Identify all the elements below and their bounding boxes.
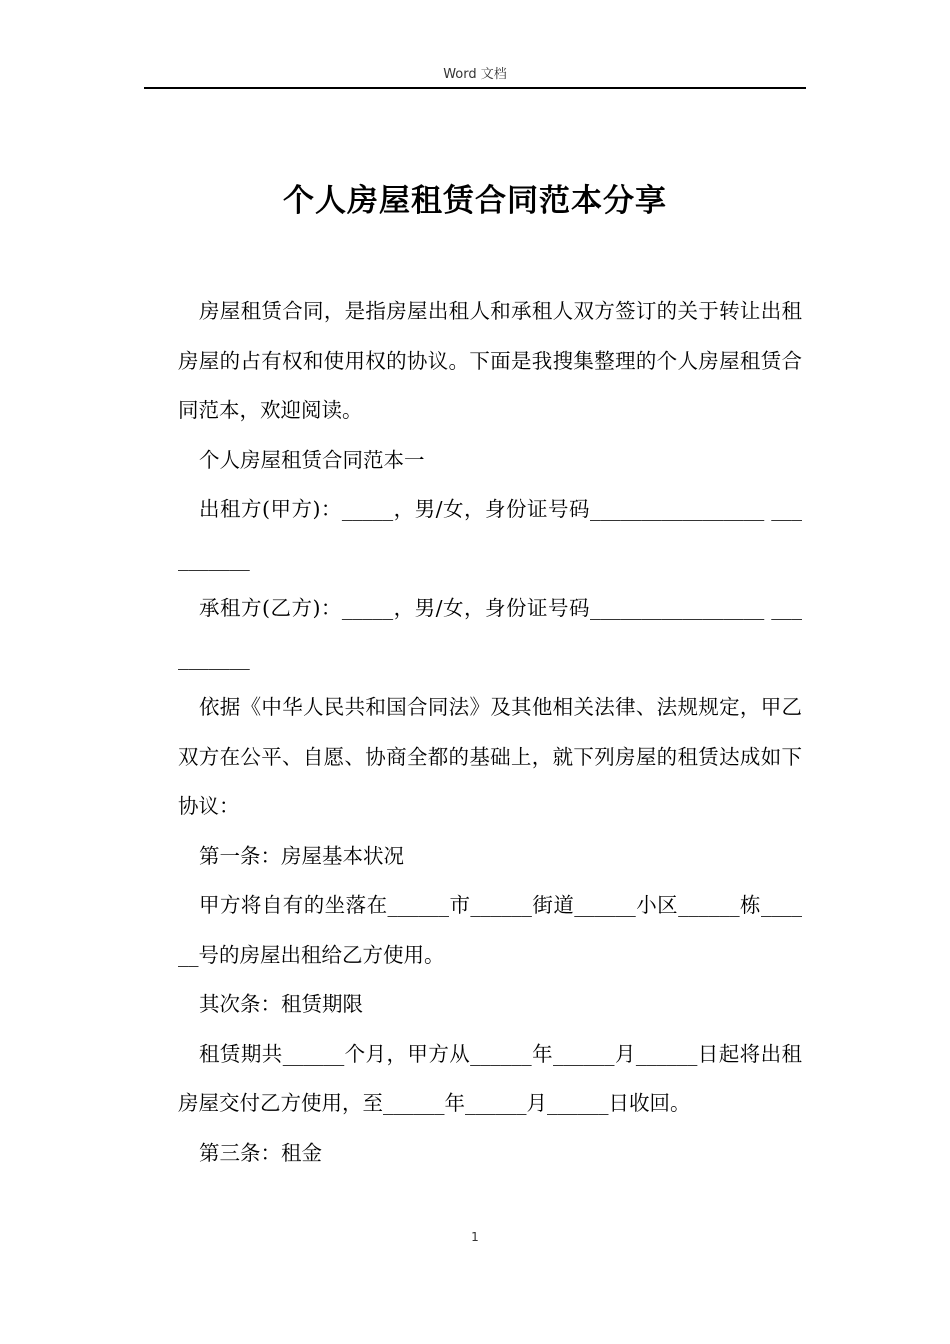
article-1-body: 甲方将自有的坐落在______市______街道______小区______栋______号的房屋出租给乙方使用。	[178, 893, 802, 967]
article-1-heading: 第一条：房屋基本状况	[199, 843, 404, 868]
document-title: 个人房屋租赁合同范本分享	[283, 182, 667, 219]
lessor-line: 出租方(甲方)：_____，男/女，身份证号码_________________ __________	[178, 497, 802, 571]
lessee-line: 承租方(乙方)：_____，男/女，身份证号码_________________ __________	[178, 596, 802, 670]
intro-paragraph: 房屋租赁合同，是指房屋出租人和承租人双方签订的关于转让出租房屋的占有权和使用权的协议。下面是我搜集整理的个人房屋租赁合同范本，欢迎阅读。	[178, 299, 802, 422]
document-body	[178, 287, 802, 1178]
section-heading-template-one: 个人房屋租赁合同范本一	[199, 447, 425, 472]
legal-basis-paragraph: 依据《中华人民共和国合同法》及其他相关法律、法规规定，甲乙双方在公平、自愿、协商全都的基础上，就下列房屋的租赁达成如下协议：	[178, 695, 802, 818]
header-divider	[144, 87, 806, 89]
page-number: 1	[471, 1230, 479, 1244]
article-2-heading: 其次条：租赁期限	[199, 992, 363, 1016]
article-3-heading: 第三条：租金	[199, 1140, 322, 1165]
article-2-body: 租赁期共______个月，甲方从______年______月______日起将出租房屋交付乙方使用，至______年______月______日收回。	[178, 1041, 802, 1115]
page-header: Word 文档	[443, 67, 507, 82]
